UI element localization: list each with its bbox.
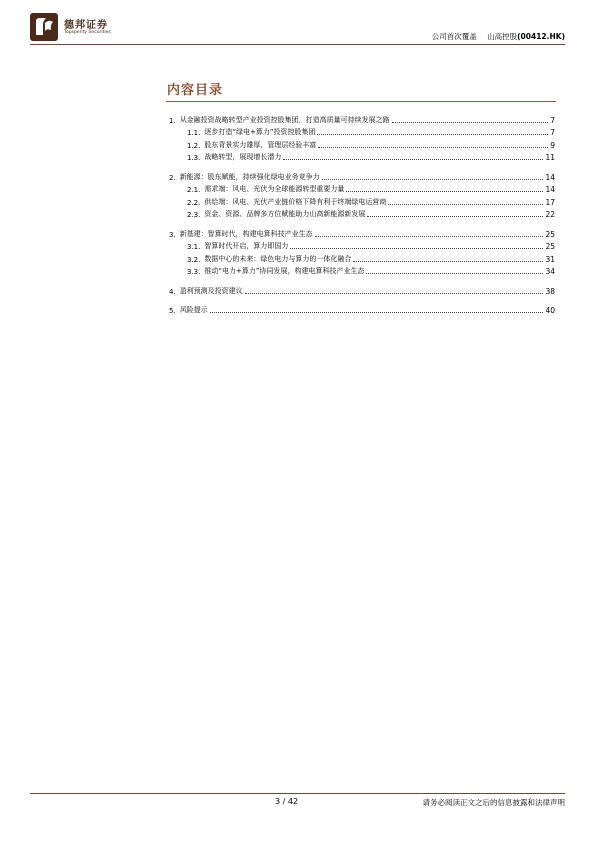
- footer-disclaimer: 请务必阅读正文之后的信息披露和法律声明: [422, 798, 565, 807]
- toc-subsection-entry[interactable]: [169, 264, 555, 277]
- toc-entry-title: 盈利预测及投资建议: [179, 286, 243, 295]
- toc-entry-title: 新基建：智算时代，构建电算科技产业生态: [179, 229, 313, 238]
- toc-entry-title: 智算时代开启，算力即国力: [204, 242, 289, 250]
- toc-entry-page: 31: [545, 254, 555, 264]
- toc-entry-title: 资金、资源、品牌多方位赋能助力山高新能源新发展: [204, 210, 366, 218]
- toc-entry-number: 3.2.: [187, 255, 201, 264]
- toc-section-entry[interactable]: [169, 226, 555, 239]
- toc-entry-number: 1.2.: [187, 141, 201, 150]
- report-type: 公司首次覆盖: [431, 32, 477, 41]
- logo-chinese-name: 德邦证券: [64, 20, 108, 31]
- toc-entry-page: 40: [545, 306, 555, 315]
- toc-dot-leader: [283, 159, 543, 160]
- toc-entry-number: 3.3.: [187, 268, 201, 276]
- page-indicator: 3 / 42: [275, 797, 299, 806]
- toc-entry-number: 1.: [169, 116, 176, 125]
- toc-subsection-entry[interactable]: [169, 125, 555, 138]
- toc-entry-number: 4.: [169, 287, 176, 296]
- toc-dot-leader: [210, 312, 544, 313]
- toc-section-entry[interactable]: [169, 283, 555, 296]
- toc-entry-page: 7: [550, 128, 555, 137]
- header-divider: [30, 44, 565, 45]
- toc-dot-leader: [388, 204, 543, 205]
- toc-subsection-entry[interactable]: [169, 150, 555, 163]
- toc-dot-leader: [290, 248, 543, 249]
- toc-entry-number: 2.2.: [187, 198, 201, 207]
- company-logo: [30, 12, 130, 42]
- toc-entry-title: 推动“电力+算力”协同发展，构建电算科技产业生态: [204, 267, 365, 275]
- report-info: [432, 31, 565, 42]
- toc-entry-number: 1.3.: [187, 154, 201, 162]
- toc-dot-leader: [366, 273, 543, 274]
- toc-entry-number: 2.: [169, 173, 176, 182]
- toc-entry-title: 需求端：风电、光伏为全球能源转型重要力量: [204, 185, 345, 193]
- toc-entry-page: 34: [545, 267, 555, 276]
- toc-entry-page: 38: [545, 286, 555, 296]
- toc-entry-page: 9: [550, 140, 555, 150]
- toc-subsection-entry[interactable]: [169, 239, 555, 252]
- toc-entry-page: 14: [545, 172, 555, 182]
- toc-entry-page: 17: [545, 197, 555, 207]
- table-of-contents: [169, 112, 555, 315]
- toc-subsection-entry[interactable]: [169, 137, 555, 150]
- toc-entry-title: 数据中心的未来：绿色电力与算力的一体化融合: [204, 254, 352, 263]
- toc-entry-title: 风险提示: [179, 306, 208, 314]
- footer-divider: [30, 793, 565, 794]
- toc-entry-number: 5.: [169, 307, 176, 315]
- toc-title-underline: [166, 101, 556, 102]
- toc-entry-page: 25: [545, 242, 555, 251]
- toc-section-entry[interactable]: [169, 303, 555, 316]
- toc-dot-leader: [318, 147, 548, 148]
- logo-english-name: Topsperity Securities: [64, 30, 111, 35]
- toc-entry-title: 股东背景实力雄厚，管理层经验丰富: [204, 140, 317, 149]
- company-name: 山高控股: [487, 32, 518, 41]
- toc-entry-page: 14: [545, 185, 555, 194]
- toc-entry-number: 1.1.: [187, 129, 201, 137]
- toc-entry-title: 战略转型，展现增长潜力: [204, 153, 282, 161]
- toc-entry-title: 从金融投资战略转型产业投资控股集团，打造高质量可持续发展之路: [179, 115, 390, 124]
- toc-entry-number: 2.3.: [187, 211, 201, 219]
- toc-title: 内容目录: [167, 83, 224, 98]
- toc-entry-page: 11: [545, 153, 555, 162]
- toc-subsection-entry[interactable]: [169, 251, 555, 264]
- toc-dot-leader: [392, 122, 549, 123]
- toc-dot-leader: [367, 216, 543, 217]
- toc-entry-number: 3.1.: [187, 243, 201, 251]
- toc-section-entry[interactable]: [169, 169, 555, 182]
- toc-dot-leader: [315, 236, 544, 237]
- toc-dot-leader: [346, 191, 543, 192]
- toc-entry-page: 7: [550, 115, 555, 125]
- toc-subsection-entry[interactable]: [169, 207, 555, 220]
- toc-entry-page: 22: [545, 210, 555, 219]
- toc-entry-number: 2.1.: [187, 186, 201, 194]
- toc-entry-page: 25: [545, 229, 555, 239]
- toc-entry-title: 供给端：风电、光伏产业链价格下降有利于终端绿电运营商: [204, 197, 387, 206]
- logo-mark-icon: [30, 13, 58, 41]
- toc-dot-leader: [245, 293, 544, 294]
- toc-entry-title: 逐步打造“绿电+算力”投资控股集团: [204, 128, 316, 136]
- toc-subsection-entry[interactable]: [169, 182, 555, 195]
- toc-dot-leader: [317, 134, 548, 135]
- toc-entry-number: 3.: [169, 230, 176, 239]
- stock-code: (00412.HK): [517, 32, 565, 41]
- toc-section-entry[interactable]: [169, 112, 555, 125]
- toc-subsection-entry[interactable]: [169, 194, 555, 207]
- page-header: [30, 12, 565, 44]
- toc-dot-leader: [353, 261, 543, 262]
- toc-dot-leader: [322, 179, 544, 180]
- toc-entry-title: 新能源：股东赋能，持续强化绿电业务竞争力: [179, 172, 320, 181]
